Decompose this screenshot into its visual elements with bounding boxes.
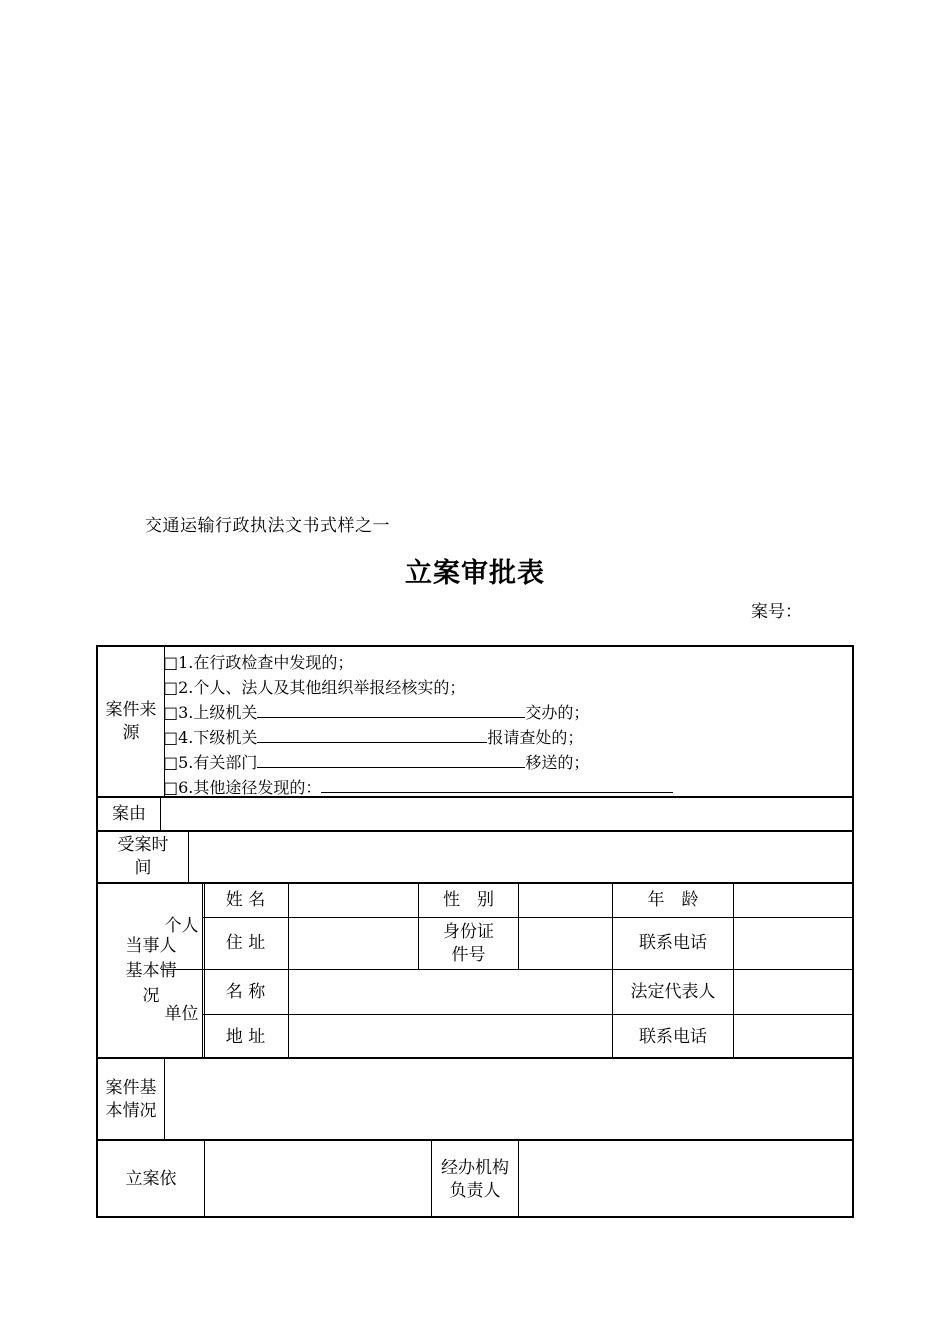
individual-label: 个人 xyxy=(164,916,199,936)
source-option-3[interactable] xyxy=(163,700,673,725)
individual-gender-label: 性 别 xyxy=(443,890,494,910)
option-6-text: 6.其他途径发现的： xyxy=(178,778,322,797)
case-cause-section xyxy=(98,796,852,830)
individual-id-field[interactable] xyxy=(519,918,612,969)
case-source-section xyxy=(98,647,852,796)
case-source-options xyxy=(163,650,673,800)
department-blank[interactable] xyxy=(257,750,525,768)
party-info-label: 当事人基本情况 xyxy=(98,884,205,1059)
filing-basis-label: 立案依 xyxy=(98,1141,205,1218)
unit-phone-label: 联系电话 xyxy=(639,1026,707,1047)
filing-basis-field[interactable] xyxy=(161,1141,431,1218)
individual-phone-field[interactable] xyxy=(734,918,852,969)
option-5-suffix: 移送的； xyxy=(525,753,590,772)
unit-name-field[interactable] xyxy=(289,970,612,1014)
checkbox-2[interactable]: □ xyxy=(163,678,179,697)
option-4-suffix: 报请查处的； xyxy=(487,728,584,747)
handler-head-label: 经办机构负责人 xyxy=(441,1157,509,1201)
individual-age-field[interactable] xyxy=(734,884,852,917)
case-source-label: 案件来源 xyxy=(98,647,165,796)
checkbox-1[interactable]: □ xyxy=(163,653,179,672)
individual-age-label: 年 龄 xyxy=(647,890,699,910)
acceptance-time-label: 受案时间 xyxy=(98,832,189,882)
unit-address-field[interactable] xyxy=(289,1015,612,1059)
checkbox-4[interactable]: □ xyxy=(163,728,179,747)
acceptance-time-field[interactable] xyxy=(161,832,852,882)
case-basic-info-field[interactable] xyxy=(161,1059,852,1141)
unit-legal-rep-label: 法定代表人 xyxy=(630,981,716,1002)
individual-name-label: 姓 名 xyxy=(225,890,266,910)
option-2-text: 2.个人、法人及其他组织举报经核实的； xyxy=(178,678,466,697)
option-5-text: 5.有关部门 xyxy=(178,753,258,772)
individual-phone-label: 联系电话 xyxy=(639,933,707,953)
unit-legal-rep-field[interactable] xyxy=(734,970,852,1014)
unit-address-label: 地 址 xyxy=(225,1026,266,1047)
filing-basis-section xyxy=(98,1139,852,1218)
handler-head-field[interactable] xyxy=(519,1141,852,1218)
other-source-blank[interactable] xyxy=(321,775,673,793)
source-option-1[interactable] xyxy=(163,650,673,675)
approval-form xyxy=(96,645,854,1218)
document-subtitle: 交通运输行政执法文书式样之一 xyxy=(145,516,390,536)
case-basic-info-section xyxy=(98,1057,852,1141)
case-basic-info-label: 案件基本情况 xyxy=(98,1059,165,1141)
option-4-text: 4.下级机关 xyxy=(178,728,258,747)
individual-gender-field[interactable] xyxy=(519,884,612,917)
case-number-label: 案号： xyxy=(751,602,802,622)
option-3-suffix: 交办的； xyxy=(525,703,590,722)
unit-name-label: 名 称 xyxy=(225,981,266,1002)
case-cause-label: 案由 xyxy=(98,798,161,830)
individual-id-label: 身份证件号 xyxy=(443,921,494,965)
checkbox-3[interactable]: □ xyxy=(163,703,179,722)
individual-address-label: 住 址 xyxy=(225,933,266,953)
party-info-section xyxy=(98,882,852,1059)
individual-name-field[interactable] xyxy=(289,884,418,917)
checkbox-6[interactable]: □ xyxy=(163,778,179,797)
unit-label: 单位 xyxy=(164,1004,199,1024)
acceptance-time-section xyxy=(98,830,852,882)
document-title: 立案审批表 xyxy=(405,558,545,589)
checkbox-5[interactable]: □ xyxy=(163,753,179,772)
subordinate-agency-blank[interactable] xyxy=(257,725,487,743)
unit-phone-field[interactable] xyxy=(734,1015,852,1059)
source-option-4[interactable] xyxy=(163,725,673,750)
individual-address-field[interactable] xyxy=(289,918,418,969)
case-cause-field[interactable] xyxy=(161,798,852,830)
option-1-text: 1.在行政检查中发现的； xyxy=(178,653,354,672)
option-3-text: 3.上级机关 xyxy=(178,703,258,722)
superior-agency-blank[interactable] xyxy=(257,700,525,718)
source-option-5[interactable] xyxy=(163,750,673,775)
source-option-2[interactable] xyxy=(163,675,673,700)
